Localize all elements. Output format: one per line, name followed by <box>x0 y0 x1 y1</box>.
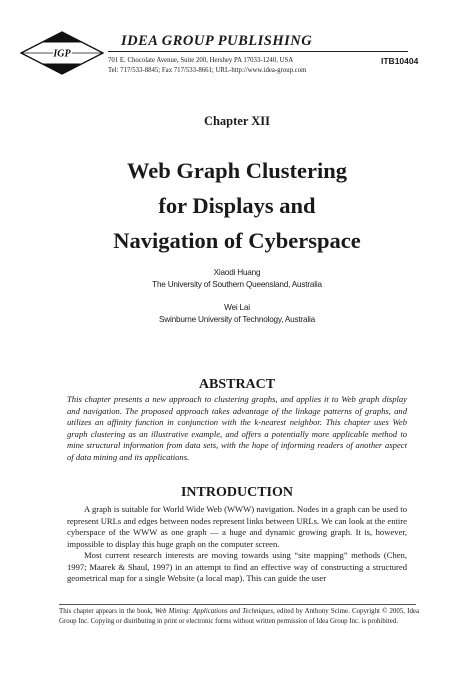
footnote-suffix: , edited by Anthony Scime. Copyright © 2005, Idea Group Inc. Copying or distributing in print or electronic forms without written permission of Idea Group Inc. is prohibited. <box>59 608 420 625</box>
paragraph: Most current research interests are moving towards using “site mapping” methods (Chen, 1997; Maarek & Shaul, 1997) in an attempt to find an effective way of constructing a structured geometrical map for a single Website (a local map). This can guide the user <box>67 550 407 583</box>
introduction-body <box>67 504 407 585</box>
chapter-label: Chapter XII <box>203 114 271 128</box>
introduction-heading: INTRODUCTION <box>180 485 293 500</box>
author-name: Xiaodi Huang <box>213 268 261 277</box>
book-title: Web Mining: Applications and Techniques <box>154 608 274 615</box>
publisher-name: IDEA GROUP PUBLISHING <box>121 33 313 49</box>
header-rule <box>108 51 408 52</box>
publisher-address: 701 E. Chocolate Avenue, Suite 200, Hershey PA 17033-1240, USA <box>108 57 294 64</box>
footnote-rule <box>59 604 416 605</box>
chapter-title-line-3: Navigation of Cyberspace <box>113 228 361 253</box>
chapter-title-line-1: Web Graph Clustering <box>126 158 348 183</box>
item-code: ITB10404 <box>381 56 419 66</box>
publisher-logo <box>20 31 104 75</box>
abstract-heading: ABSTRACT <box>198 377 276 392</box>
logo-text: IGP <box>53 48 71 60</box>
igp-logo-icon <box>20 31 104 75</box>
copyright-footnote <box>59 607 419 626</box>
paragraph: A graph is suitable for World Wide Web (WWW) navigation. Nodes in a graph can be used to represent URLs and edges between nodes represent links between URLs. We can look at the entire cyberspace of the WWW as one graph — a huge and dynamic growing graph. It is, however, impossible to display this huge graph on the computer screen. <box>67 504 407 549</box>
author-affiliation: The University of Southern Queensland, Australia <box>152 280 322 289</box>
publisher-contact: Tel: 717/533-8845; Fax 717/533-8661; URL-http://www.idea-group.com <box>108 67 307 74</box>
author-name: Wei Lai <box>224 303 250 312</box>
author-affiliation: Swinburne University of Technology, Australia <box>159 315 315 324</box>
chapter-title-line-2: for Displays and <box>158 193 316 218</box>
footnote-prefix: This chapter appears in the book, <box>59 608 155 615</box>
abstract-text: This chapter presents a new approach to clustering graphs, and applies it to Web graph display and navigation. The proposed approach takes advantage of the linkage patterns of graphs, and utilizes an affinity function in conjunction with the k-nearest neighbor. This chapter uses Web graph clustering as an illustrative example, and offers a potentially more applicable method to mine structural information from data sets, with the hope of informing readers of another aspect of data mining and its applications. <box>67 394 407 462</box>
